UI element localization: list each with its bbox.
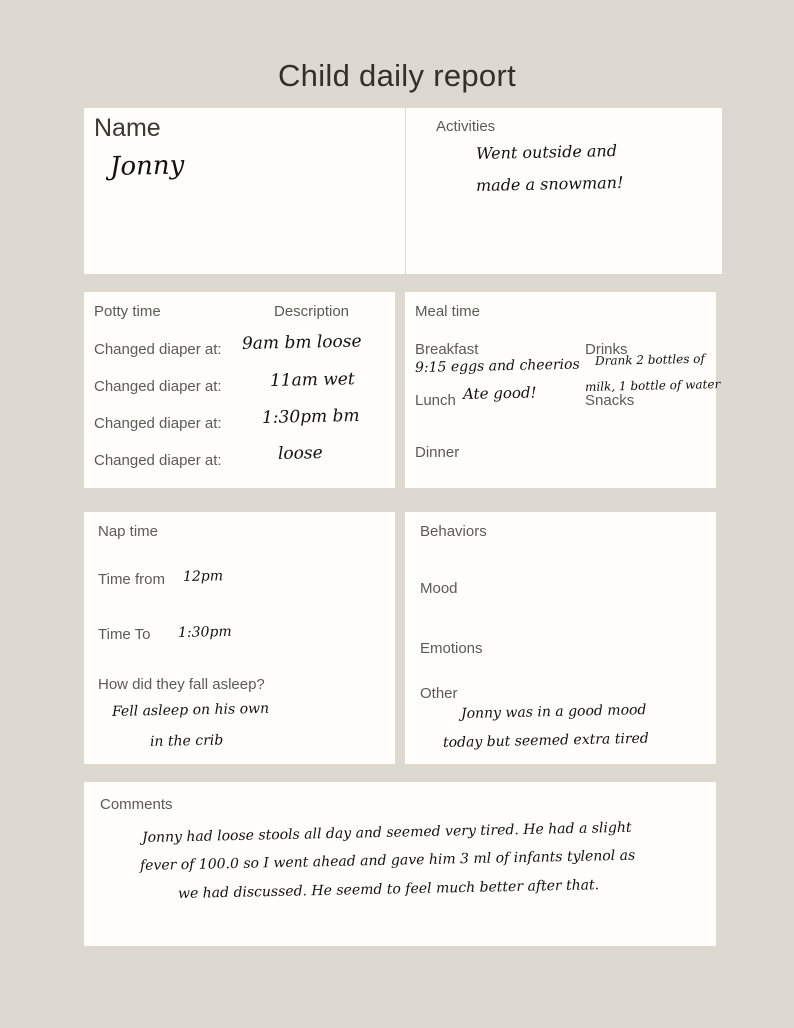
time-from-value[interactable]: 12pm: [182, 568, 224, 585]
behaviors-title: Behaviors: [420, 523, 487, 540]
meal-time-title: Meal time: [415, 303, 481, 320]
potty-time-card: [84, 292, 395, 488]
time-to-label: Time To: [98, 626, 151, 643]
potty-time-title: Potty time: [94, 303, 161, 320]
behaviors-card: [405, 512, 716, 764]
comments-line-1[interactable]: Jonny had loose stools all day and seemed very tired. He had a slight: [141, 819, 632, 846]
drinks-label: Drinks: [585, 341, 628, 358]
potty-row-value[interactable]: 11am wet: [269, 369, 355, 391]
other-label: Other: [420, 685, 458, 702]
potty-row-label: Changed diaper at:: [94, 415, 222, 432]
name-label: Name: [94, 114, 161, 142]
comments-title: Comments: [100, 796, 173, 813]
fall-asleep-value-line1[interactable]: Fell asleep on his own: [111, 700, 270, 720]
snacks-label: Snacks: [585, 392, 635, 409]
activities-value-line2[interactable]: made a snowman!: [475, 172, 624, 195]
name-activities-card: [84, 108, 722, 274]
breakfast-value[interactable]: 9:15 eggs and cheerios: [414, 356, 580, 376]
name-value[interactable]: Jonny: [109, 150, 185, 182]
meal-time-card: [405, 292, 721, 488]
time-to-value[interactable]: 1:30pm: [177, 623, 232, 641]
potty-row-label: Changed diaper at:: [94, 341, 222, 358]
dinner-label: Dinner: [415, 444, 460, 461]
comments-line-3[interactable]: we had discussed. He seemd to feel much better after that.: [177, 877, 600, 902]
page-title: Child daily report: [277, 58, 516, 93]
card-divider: [405, 108, 406, 274]
drinks-value-line1[interactable]: Drank 2 bottles of: [594, 351, 706, 368]
activities-label: Activities: [436, 118, 496, 135]
potty-row-value[interactable]: 1:30pm bm: [261, 405, 360, 428]
potty-row-label: Changed diaper at:: [94, 452, 222, 469]
comments-line-2[interactable]: fever of 100.0 so I went ahead and gave him 3 ml of infants tylenol as: [139, 847, 636, 874]
lunch-label: Lunch: [415, 392, 456, 409]
time-from-label: Time from: [98, 571, 165, 588]
potty-row-value[interactable]: loose: [277, 443, 323, 464]
nap-time-card: [84, 512, 395, 764]
potty-description-label: Description: [274, 303, 350, 320]
fall-asleep-value-line2[interactable]: in the crib: [149, 732, 224, 750]
comments-card: [84, 782, 716, 946]
potty-row-value[interactable]: 9am bm loose: [241, 331, 362, 354]
breakfast-label: Breakfast: [415, 341, 479, 358]
lunch-value[interactable]: Ate good!: [462, 383, 537, 403]
potty-row-label: Changed diaper at:: [94, 378, 222, 395]
fall-asleep-label: How did they fall asleep?: [98, 676, 265, 693]
drinks-value-line2[interactable]: milk, 1 bottle of water: [584, 377, 721, 394]
mood-label: Mood: [420, 580, 458, 597]
other-value-line1[interactable]: Jonny was in a good mood: [460, 702, 647, 722]
activities-value-line1[interactable]: Went outside and: [475, 141, 618, 163]
emotions-label: Emotions: [420, 640, 483, 657]
other-value-line2[interactable]: today but seemed extra tired: [442, 730, 649, 751]
nap-time-title: Nap time: [98, 523, 159, 540]
